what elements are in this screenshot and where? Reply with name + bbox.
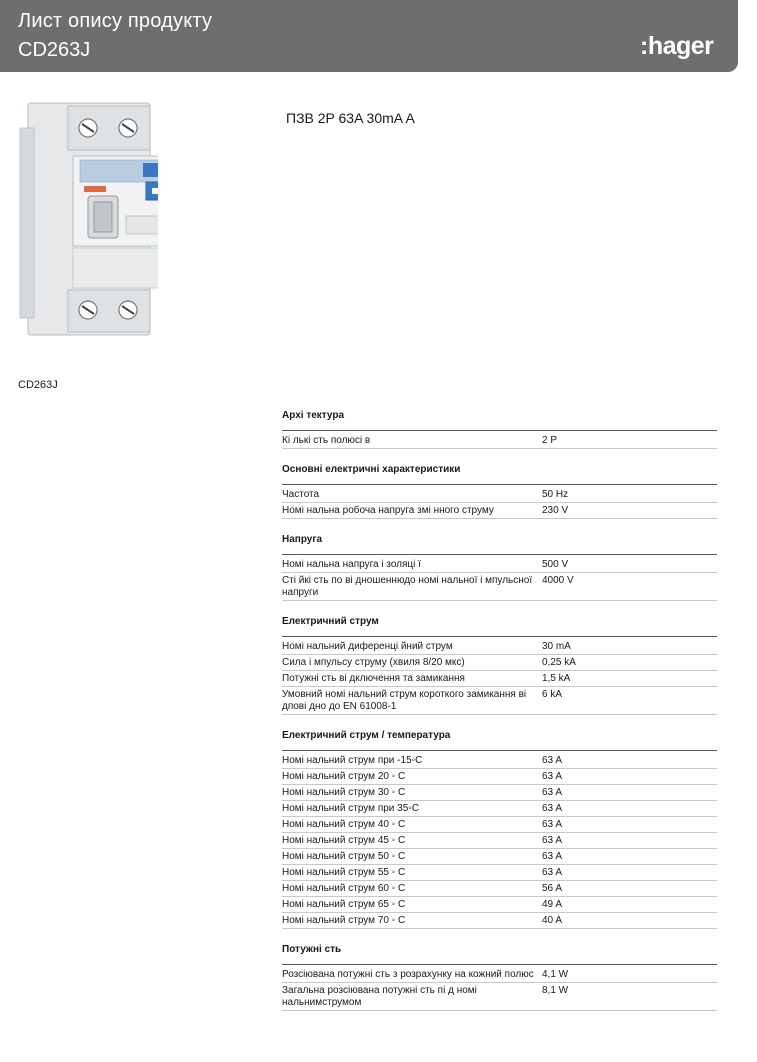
spec-section — [282, 727, 717, 929]
product-title: ПЗВ 2P 63A 30mA A — [286, 110, 415, 126]
section-title: Електричний струм / температура — [282, 727, 717, 751]
spec-value: 2 P — [542, 434, 558, 446]
spec-value: 4000 V — [542, 574, 574, 586]
spec-label: Номі нальний диференці йний струм — [282, 640, 453, 652]
spec-label: Розсіювана потужні сть з розрахунку на кожний полюс — [282, 968, 534, 980]
spec-label: Номі нальний струм при 35◦C — [282, 802, 420, 814]
spec-row — [282, 655, 717, 671]
section-title: Архі тектура — [282, 407, 717, 431]
spec-label: Номі нальний струм 40 ◦ C — [282, 818, 406, 830]
spec-row — [282, 833, 717, 849]
spec-value: 63 A — [542, 802, 563, 814]
spec-value: 0,25 kA — [542, 656, 576, 668]
spec-label: Номі нальний струм при -15◦C — [282, 754, 423, 766]
spec-value: 1,5 kA — [542, 672, 571, 684]
spec-section — [282, 461, 717, 519]
spec-row — [282, 687, 717, 715]
spec-value: 63 A — [542, 834, 563, 846]
spec-label: Умовний номі нальний струм короткого замикання ві дпові дно до EN 61008-1 — [282, 688, 527, 712]
spec-label: Кі лькі сть полюсі в — [282, 434, 371, 446]
spec-value: 63 A — [542, 850, 563, 862]
spec-value: 63 A — [542, 818, 563, 830]
spec-row — [282, 967, 717, 983]
spec-label: Номі нальна напруга і золяці ї — [282, 558, 421, 570]
spec-row — [282, 487, 717, 503]
spec-row — [282, 769, 717, 785]
spec-label: Номі нальний струм 20 ◦ C — [282, 770, 406, 782]
spec-value: 63 A — [542, 770, 563, 782]
spec-row — [282, 753, 717, 769]
spec-value: 63 A — [542, 754, 563, 766]
spec-row — [282, 785, 717, 801]
spec-value: 230 V — [542, 504, 569, 516]
document-title: Лист опису продукту — [18, 10, 213, 32]
spec-label: Номі нальний струм 70 ◦ C — [282, 914, 406, 926]
spec-row — [282, 557, 717, 573]
spec-row — [282, 983, 717, 1011]
spec-label: Сила і мпульсу струму (хвиля 8/20 мкс) — [282, 656, 465, 668]
spec-value: 56 A — [542, 882, 563, 894]
spec-section — [282, 531, 717, 601]
spec-row — [282, 573, 717, 601]
spec-row — [282, 865, 717, 881]
spec-label: Частота — [282, 488, 320, 500]
hager-logo: :hager — [640, 32, 714, 60]
spec-label: Номі нальний струм 60 ◦ C — [282, 882, 406, 894]
spec-row — [282, 897, 717, 913]
spec-section — [282, 613, 717, 715]
spec-label: Загальна розсіювана потужні сть пі д номі нальнимструмом — [282, 984, 477, 1008]
spec-label: Номі нальний струм 65 ◦ C — [282, 898, 406, 910]
specifications-table — [282, 407, 717, 1023]
spec-row — [282, 817, 717, 833]
product-code-title: CD263J — [18, 39, 91, 61]
spec-label: Номі нальний струм 50 ◦ C — [282, 850, 406, 862]
spec-value: 63 A — [542, 866, 563, 878]
spec-value: 8,1 W — [542, 984, 569, 996]
spec-row — [282, 881, 717, 897]
spec-value: 30 mA — [542, 640, 571, 652]
spec-row — [282, 849, 717, 865]
spec-row — [282, 433, 717, 449]
spec-value: 49 A — [542, 898, 563, 910]
spec-row — [282, 801, 717, 817]
section-title: Електричний струм — [282, 613, 717, 637]
spec-label: Номі нальний струм 45 ◦ C — [282, 834, 406, 846]
section-title: Потужні сть — [282, 941, 717, 965]
spec-label: Номі нальна робоча напруга змі нного струму — [282, 504, 494, 516]
spec-row — [282, 671, 717, 687]
spec-label: Номі нальний струм 30 ◦ C — [282, 786, 406, 798]
spec-label: Потужні сть ві дключення та замикання — [282, 672, 465, 684]
spec-value: 500 V — [542, 558, 569, 570]
spec-row — [282, 503, 717, 519]
spec-value: 4,1 W — [542, 968, 569, 980]
spec-value: 40 A — [542, 914, 563, 926]
section-title: Основні електричні характеристики — [282, 461, 717, 485]
image-caption: CD263J — [18, 379, 58, 391]
spec-label: Номі нальний струм 55 ◦ C — [282, 866, 406, 878]
spec-value: 6 kA — [542, 688, 563, 700]
spec-label: Сті йкі сть по ві дношеннюдо номі нальної і мпульсної напруги — [282, 574, 533, 598]
spec-section — [282, 941, 717, 1011]
rcd-device-image — [18, 98, 158, 338]
header-bar — [0, 0, 738, 72]
section-title: Напруга — [282, 531, 717, 555]
spec-row — [282, 639, 717, 655]
spec-section — [282, 407, 717, 449]
spec-value: 63 A — [542, 786, 563, 798]
spec-value: 50 Hz — [542, 488, 569, 500]
spec-row — [282, 913, 717, 929]
